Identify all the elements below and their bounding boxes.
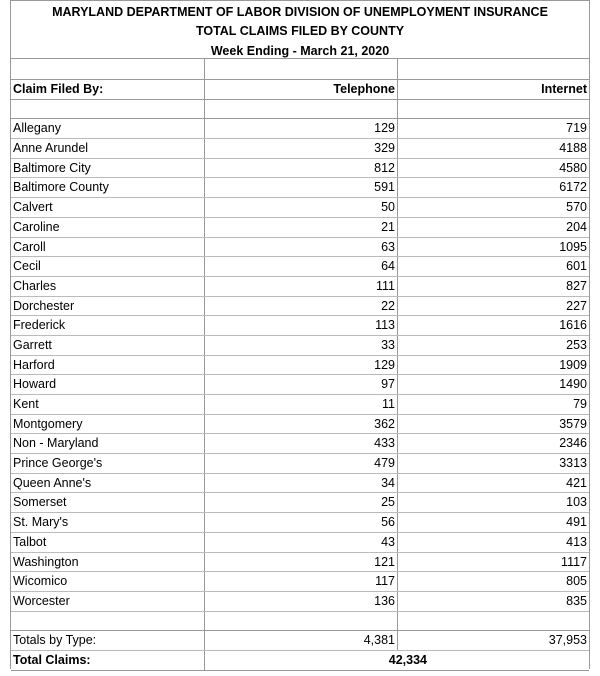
county-cell: Caroll — [11, 238, 205, 257]
county-cell: Washington — [11, 553, 205, 572]
total-claims-row — [11, 651, 589, 671]
county-cell: Prince George's — [11, 454, 205, 473]
internet-cell: 1117 — [561, 554, 587, 569]
county-cell: Kent — [11, 395, 205, 414]
column-header-telephone: Telephone — [205, 80, 398, 99]
table-row — [11, 553, 589, 573]
internet-cell: 1490 — [559, 377, 587, 392]
telephone-cell: 433 — [205, 434, 398, 453]
county-cell: Baltimore City — [11, 159, 205, 178]
internet-cell: 4580 — [559, 160, 587, 175]
table-row — [11, 572, 589, 592]
internet-cell: 570 — [566, 200, 587, 215]
internet-cell: 3313 — [559, 456, 587, 471]
title-line-2: TOTAL CLAIMS FILED BY COUNTY — [195, 24, 405, 39]
table-row — [11, 178, 589, 198]
totals-internet: 37,953 — [548, 633, 587, 648]
table-row — [11, 336, 589, 356]
internet-cell: 413 — [566, 534, 587, 549]
table-row — [11, 533, 589, 553]
county-cell: Baltimore County — [11, 178, 205, 197]
title-line-3: Week Ending - March 21, 2020 — [210, 43, 390, 58]
table-row — [11, 297, 589, 317]
county-cell: Dorchester — [11, 297, 205, 316]
table-row — [11, 375, 589, 395]
telephone-cell: 591 — [205, 178, 398, 197]
telephone-cell: 64 — [205, 257, 398, 276]
internet-cell: 1616 — [559, 318, 587, 333]
table-row — [11, 356, 589, 376]
table-grid — [11, 59, 589, 671]
county-cell: Queen Anne's — [11, 474, 205, 493]
table-title — [11, 1, 589, 59]
table-row — [11, 493, 589, 513]
telephone-cell: 22 — [205, 297, 398, 316]
telephone-cell: 63 — [205, 238, 398, 257]
county-cell: Calvert — [11, 198, 205, 217]
table-row — [11, 415, 589, 435]
table-row — [11, 592, 589, 612]
table-row — [11, 454, 589, 474]
county-cell: Somerset — [11, 493, 205, 512]
internet-cell: 253 — [566, 337, 587, 352]
telephone-cell: 136 — [205, 592, 398, 611]
telephone-cell: 362 — [205, 415, 398, 434]
county-cell: Anne Arundel — [11, 139, 205, 158]
spacer-row — [11, 59, 589, 80]
spacer-row — [11, 100, 589, 120]
claims-table — [10, 0, 590, 669]
county-cell: Garrett — [11, 336, 205, 355]
telephone-cell: 479 — [205, 454, 398, 473]
telephone-cell: 33 — [205, 336, 398, 355]
internet-cell: 204 — [566, 219, 587, 234]
internet-cell: 1095 — [559, 239, 587, 254]
telephone-cell: 329 — [205, 139, 398, 158]
telephone-cell: 97 — [205, 375, 398, 394]
table-row — [11, 198, 589, 218]
telephone-cell: 56 — [205, 513, 398, 532]
telephone-cell: 129 — [205, 119, 398, 138]
county-cell: Non - Maryland — [11, 434, 205, 453]
county-cell: Montgomery — [11, 415, 205, 434]
table-row — [11, 513, 589, 533]
column-header-label: Claim Filed By: — [11, 80, 205, 99]
internet-cell: 827 — [566, 278, 587, 293]
telephone-cell: 43 — [205, 533, 398, 552]
telephone-cell: 113 — [205, 316, 398, 335]
internet-cell: 1909 — [559, 357, 587, 372]
table-row — [11, 395, 589, 415]
table-row — [11, 139, 589, 159]
telephone-cell: 812 — [205, 159, 398, 178]
totals-telephone: 4,381 — [205, 631, 398, 650]
total-claims-label: Total Claims: — [11, 651, 205, 670]
total-claims-value: 42,334 — [388, 652, 427, 667]
telephone-cell: 21 — [205, 218, 398, 237]
internet-cell: 227 — [566, 298, 587, 313]
internet-cell: 601 — [566, 259, 587, 274]
column-header-internet: Internet — [541, 82, 587, 96]
county-cell: Charles — [11, 277, 205, 296]
telephone-cell: 11 — [205, 395, 398, 414]
county-cell: Worcester — [11, 592, 205, 611]
table-row — [11, 316, 589, 336]
telephone-cell: 25 — [205, 493, 398, 512]
title-line-1: MARYLAND DEPARTMENT OF LABOR DIVISION OF UNEMPLOYMENT INSURANCE — [52, 5, 548, 19]
table-row — [11, 238, 589, 258]
spacer-row — [11, 612, 589, 632]
county-cell: Howard — [11, 375, 205, 394]
internet-cell: 79 — [573, 397, 587, 411]
internet-cell: 805 — [566, 574, 587, 589]
internet-cell: 4188 — [559, 141, 587, 156]
totals-by-type-label: Totals by Type: — [11, 631, 205, 650]
telephone-cell: 129 — [205, 356, 398, 375]
county-cell: Frederick — [11, 316, 205, 335]
county-rows — [11, 119, 589, 611]
internet-cell: 491 — [566, 515, 587, 530]
table-row — [11, 257, 589, 277]
telephone-cell: 50 — [205, 198, 398, 217]
internet-cell: 719 — [566, 121, 587, 136]
table-row — [11, 434, 589, 454]
county-cell: Caroline — [11, 218, 205, 237]
internet-cell: 835 — [566, 593, 587, 608]
table-row — [11, 277, 589, 297]
telephone-cell: 121 — [205, 553, 398, 572]
telephone-cell: 117 — [205, 572, 398, 591]
county-cell: Talbot — [11, 533, 205, 552]
internet-cell: 103 — [566, 495, 587, 510]
county-cell: Wicomico — [11, 572, 205, 591]
county-cell: Harford — [11, 356, 205, 375]
county-cell: Cecil — [11, 257, 205, 276]
table-row — [11, 119, 589, 139]
internet-cell: 2346 — [559, 436, 587, 451]
table-row — [11, 159, 589, 179]
internet-cell: 421 — [566, 475, 587, 490]
county-cell: Allegany — [11, 119, 205, 138]
telephone-cell: 111 — [205, 277, 398, 296]
internet-cell: 3579 — [559, 416, 587, 431]
table-row — [11, 474, 589, 494]
totals-by-type-row — [11, 631, 589, 651]
county-cell: St. Mary's — [11, 513, 205, 532]
telephone-cell: 34 — [205, 474, 398, 493]
column-header-row — [11, 80, 589, 100]
table-row — [11, 218, 589, 238]
internet-cell: 6172 — [559, 180, 587, 195]
